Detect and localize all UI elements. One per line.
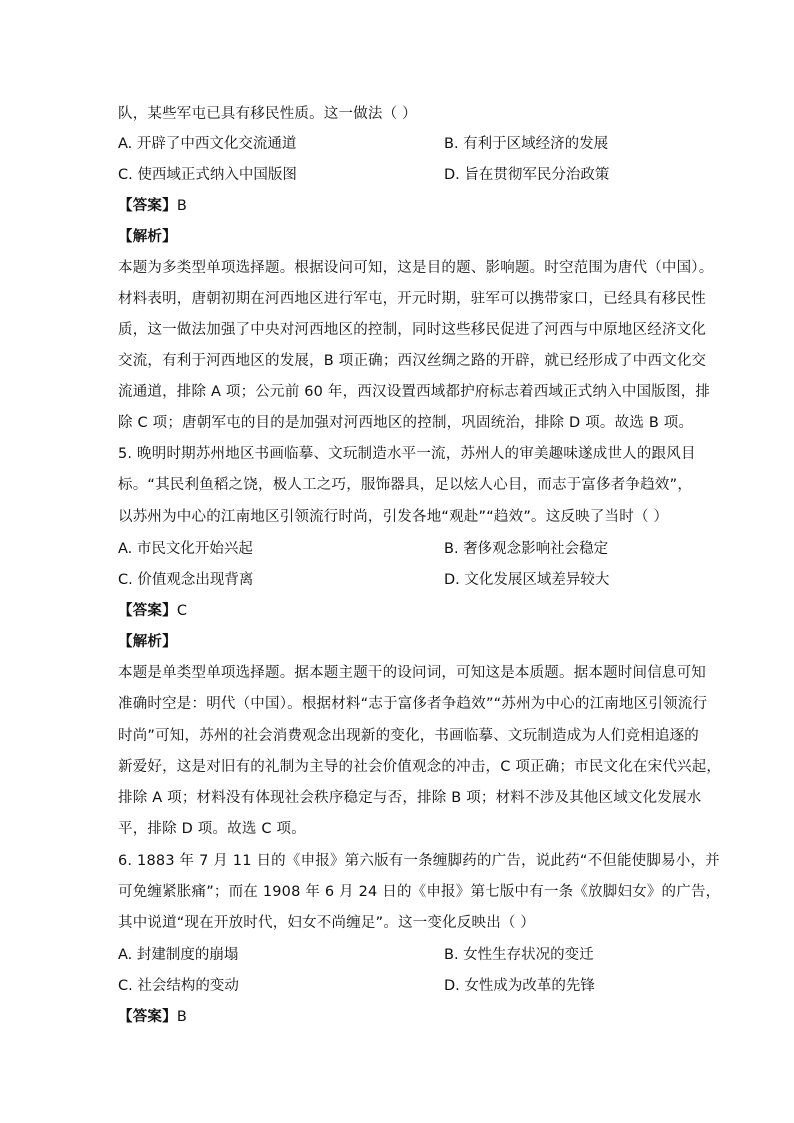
q5-option-c: C. 价值观念出现背离	[118, 572, 254, 588]
q4-option-c: C. 使西域正式纳入中国版图	[118, 167, 297, 183]
q5-answer	[118, 601, 187, 621]
q6-option-a: A. 封建制度的崩塌	[118, 947, 239, 963]
q5-analysis-line: 本题是单类型单项选择题。据本题主题干的设问词，可知这是本质题。据本题时间信息可知	[118, 665, 706, 681]
q4-option-b: B. 有利于区域经济的发展	[444, 136, 609, 152]
q6-answer	[118, 1007, 187, 1027]
answer-value: C	[176, 603, 188, 619]
q5-analysis-line: 平，排除 D 项。故选 C 项。	[118, 821, 306, 837]
answer-value: B	[176, 198, 187, 214]
q5-stem-line: 以苏州为中心的江南地区引领流行时尚，引发各地“观赴”“趋效”。这反映了当时（ ）	[118, 509, 669, 525]
answer-value: B	[176, 1009, 187, 1025]
q6-stem-line: 可免缠紧胀痛”；而在 1908 年 6 月 24 日的《申报》第七版中有一条《放脚妇女》的广告，	[118, 884, 721, 900]
q4-option-d: D. 旨在贯彻军民分治政策	[444, 167, 610, 183]
q5-stem-line: 标。“其民利鱼稻之饶，极人工之巧，服饰器具，足以炫人心目，而志于富侈者争趋效”，	[118, 477, 693, 493]
q6-stem-line: 6. 1883 年 7 月 11 日的《申报》第六版有一条缠脚药的广告，说此药“不但能使脚易小，并	[118, 853, 720, 869]
q5-analysis-line: 时尚”可知，苏州的社会消费观念出现新的变化，书画临摹、文玩制造成为人们竞相追逐的	[118, 728, 700, 744]
q4-answer	[118, 196, 187, 216]
q4-analysis-line: 本题为多类型单项选择题。根据设问可知，这是目的题、影响题。时空范围为唐代（中国）。	[118, 260, 714, 276]
q6-option-d: D. 女性成为改革的先锋	[444, 978, 595, 994]
answer-label: 【答案】	[118, 1009, 177, 1025]
q5-analysis-line: 新爱好，这是对旧有的礼制为主导的社会价值观念的冲击，C 项正确；市民文化在宋代兴起，	[118, 759, 722, 775]
q4-analysis-label: 【解析】	[118, 229, 177, 245]
q5-analysis-line: 准确时空是：明代（中国）。根据材料“志于富侈者争趋效”“苏州为中心的江南地区引领流行	[118, 696, 708, 712]
q4-analysis-line: 质，这一做法加强了中央对河西地区的控制，同时这些移民促进了河西与中原地区经济文化	[118, 322, 706, 338]
q4-analysis-line: 交流，有利于河西地区的发展，B 项正确；西汉丝绸之路的开辟，就已经形成了中西文化交	[118, 353, 707, 369]
q6-option-c: C. 社会结构的变动	[118, 978, 239, 994]
q6-stem-line: 其中说道“现在开放时代，妇女不尚缠足”。这一变化反映出（ ）	[118, 915, 536, 931]
q6-option-b: B. 女性生存状况的变迁	[444, 947, 594, 963]
q5-option-a: A. 市民文化开始兴起	[118, 541, 253, 557]
q5-stem-line: 5. 晚明时期苏州地区书画临摹、文玩制造水平一流，苏州人的审美趣味遂成世人的跟风目	[118, 446, 696, 462]
q5-option-b: B. 奢侈观念影响社会稳定	[444, 541, 609, 557]
q4-stem-tail: 队，某些军屯已具有移民性质。这一做法（ ）	[118, 106, 417, 122]
q4-analysis-line: 除 C 项；唐朝军屯的目的是加强对河西地区的控制，巩固统治，排除 D 项。故选 B 项。	[118, 415, 694, 431]
q4-analysis-line: 材料表明，唐朝初期在河西地区进行军屯，开元时期，驻军可以携带家口，已经具有移民性	[118, 291, 706, 307]
answer-label: 【答案】	[118, 198, 177, 214]
q5-option-d: D. 文化发展区域差异较大	[444, 572, 610, 588]
q4-option-a: A. 开辟了中西文化交流通道	[118, 136, 297, 152]
answer-label: 【答案】	[118, 603, 177, 619]
q5-analysis-line: 排除 A 项；材料没有体现社会秩序稳定与否，排除 B 项；材料不涉及其他区域文化发展水	[118, 790, 702, 806]
q4-analysis-line: 流通道，排除 A 项；公元前 60 年，西汉设置西域都护府标志着西域正式纳入中国版图，排	[118, 384, 711, 400]
q5-analysis-label: 【解析】	[118, 634, 177, 650]
